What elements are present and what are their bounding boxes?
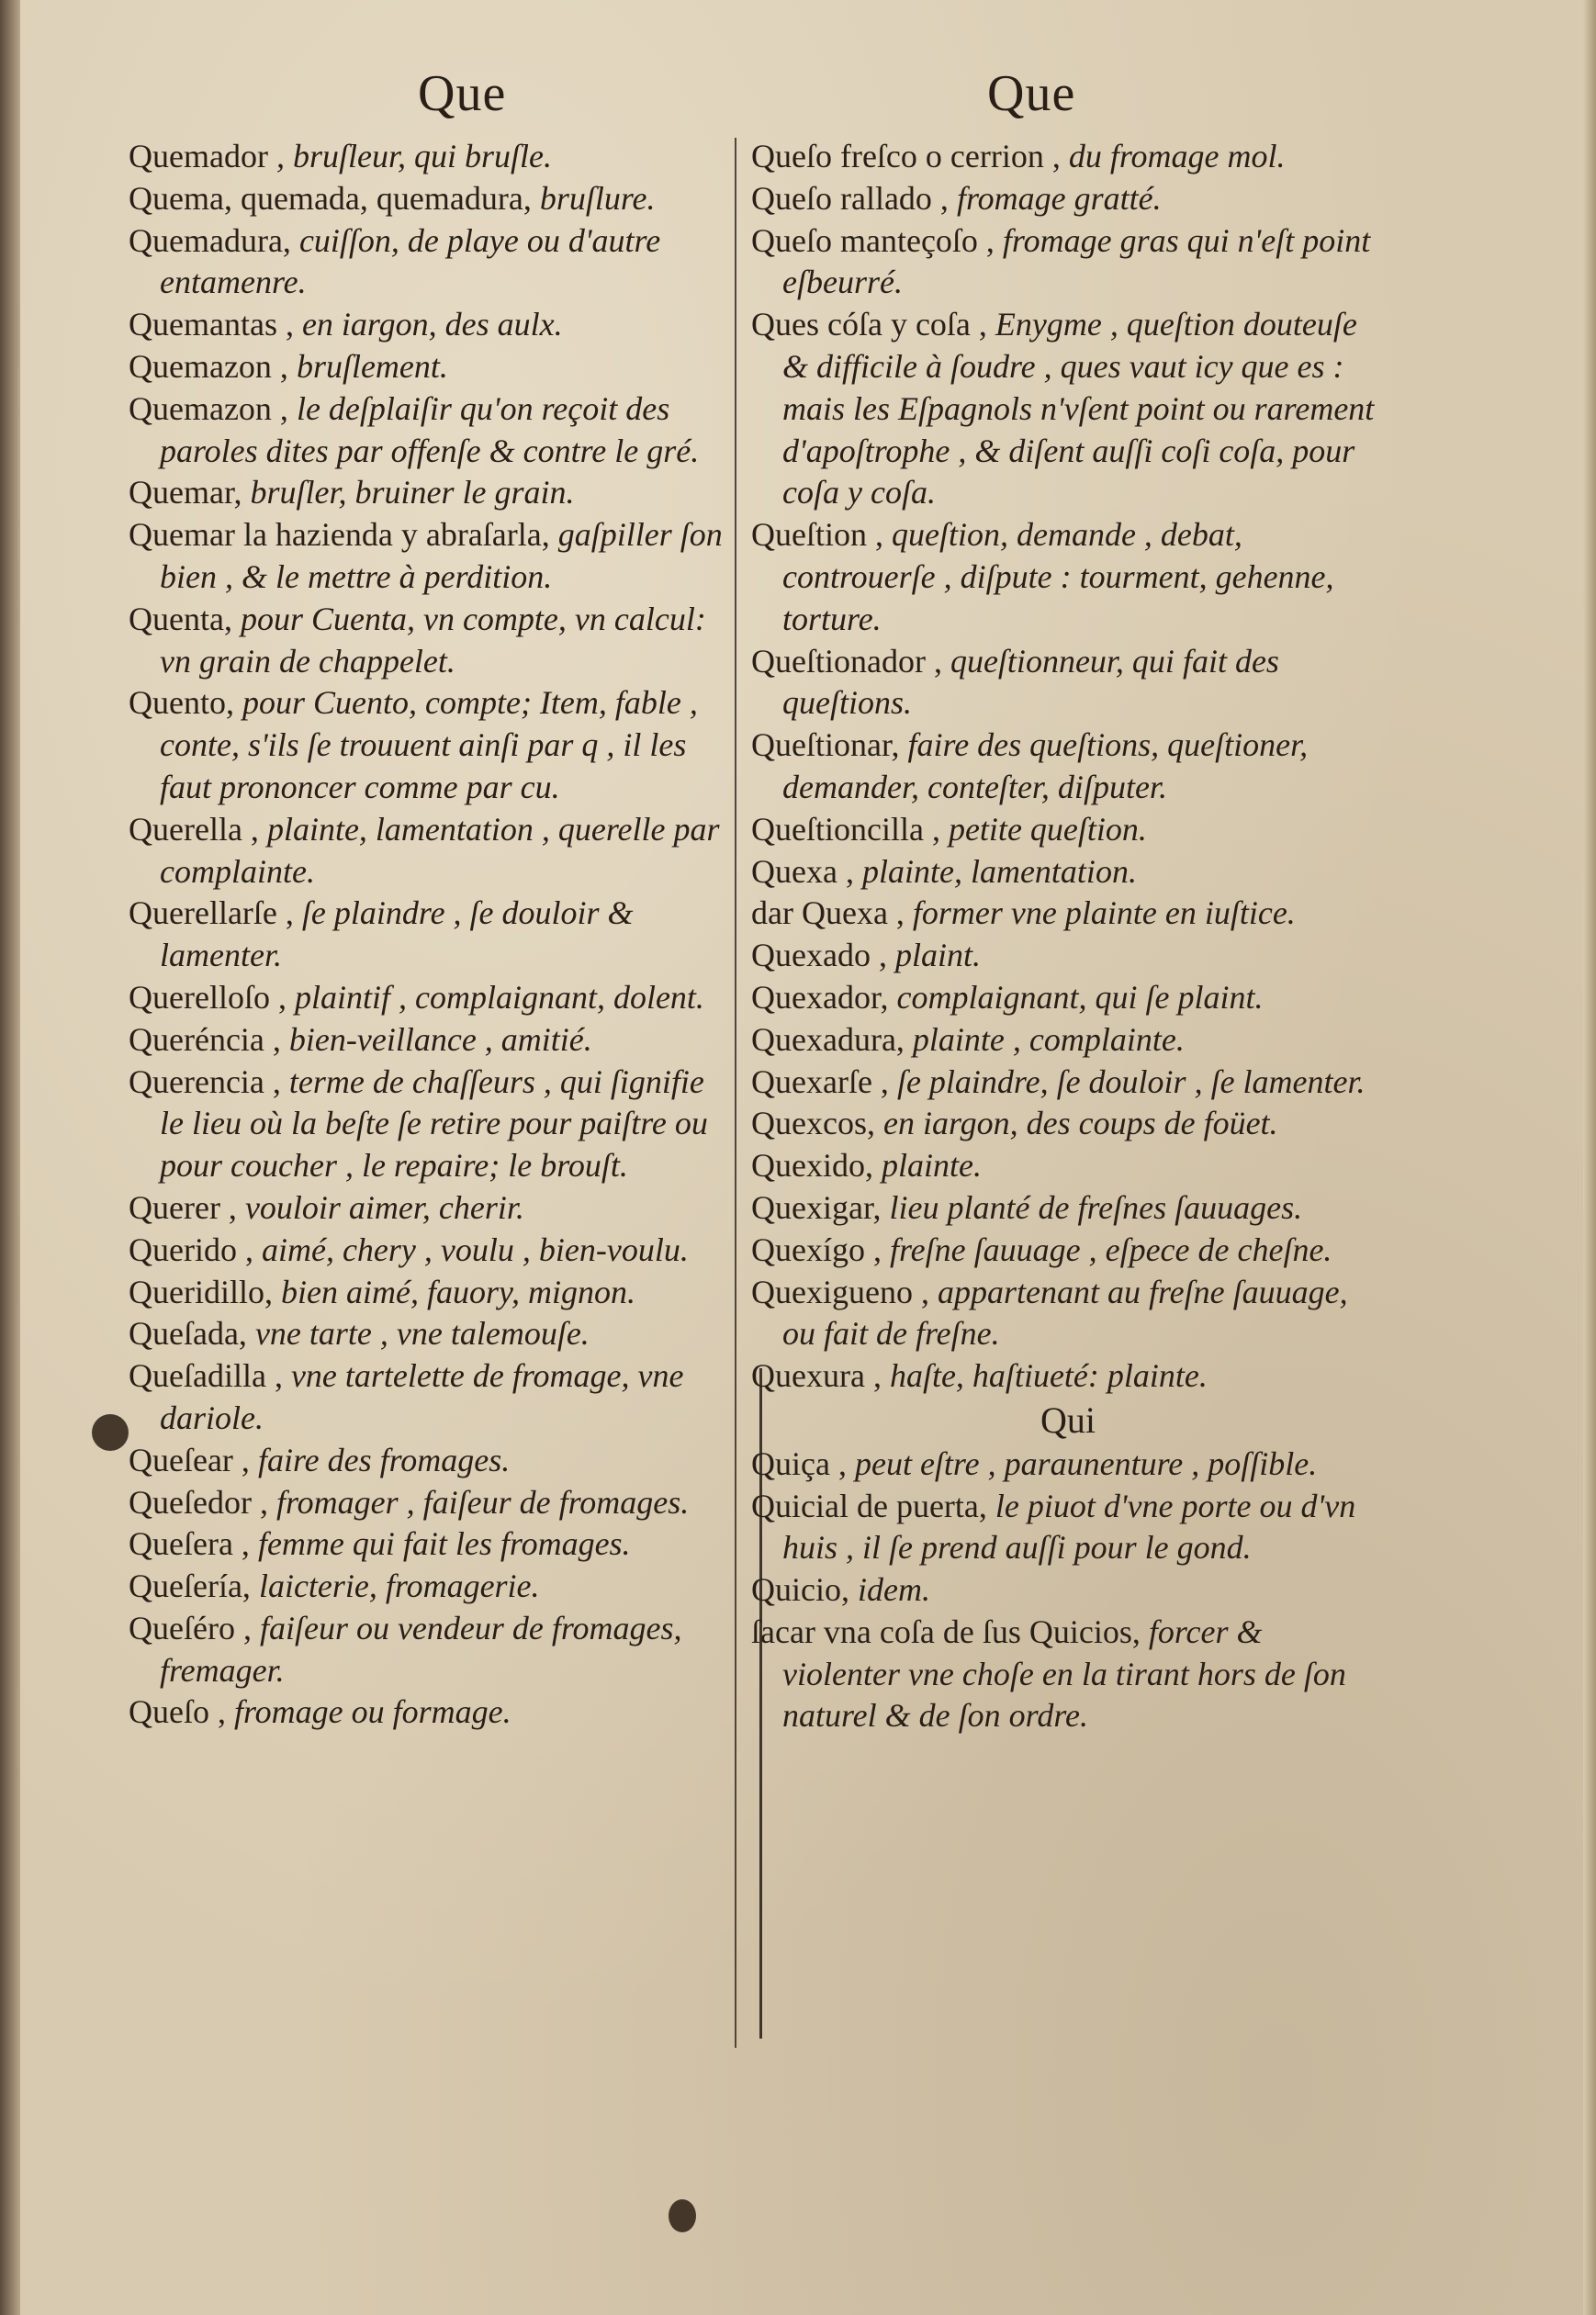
entry-definition: cuiſſon, de playe ou d'autre entamenre. xyxy=(160,221,661,301)
entry-definition: fromager , faiſeur de fromages. xyxy=(267,1483,690,1521)
entry-definition: lieu planté de freſnes ſauuages. xyxy=(881,1188,1303,1226)
entry-headword: Querella , xyxy=(129,810,259,848)
entry-headword: Queſería, xyxy=(129,1568,251,1605)
entry-definition: vne tarte , vne talemouſe. xyxy=(246,1315,590,1353)
dictionary-entry xyxy=(129,1440,730,1482)
entry-definition: plaintif , complaignant, dolent. xyxy=(286,978,704,1016)
entry-headword: Quemazon , xyxy=(129,389,288,427)
dictionary-entry xyxy=(129,1313,730,1355)
entry-headword: Querer , xyxy=(129,1188,237,1226)
ink-blot xyxy=(669,2199,696,2232)
dictionary-entry xyxy=(129,1062,730,1187)
entry-definition: gaſpiller ſon bien , & le mettre à perdition. xyxy=(160,516,723,595)
entry-definition: former vne plainte en iuſtice. xyxy=(904,894,1296,932)
entry-headword: Quema, quemada, quemadura, xyxy=(129,179,532,217)
entry-headword: ſacar vna coſa de ſus Quicios, xyxy=(751,1613,1141,1650)
dictionary-entry xyxy=(751,1612,1385,1737)
entry-definition: haſte, haſtiueté: plainte. xyxy=(881,1357,1208,1395)
dictionary-entry xyxy=(129,1691,730,1734)
dictionary-entry xyxy=(129,178,730,220)
entry-definition: le deſplaiſir qu'on reçoit des paroles dites par offenſe & contre le gré. xyxy=(160,389,700,469)
dictionary-entry xyxy=(751,1355,1385,1398)
dictionary-entry xyxy=(751,977,1385,1019)
entry-definition: bien-veillance , amitié. xyxy=(280,1020,592,1058)
dictionary-entry xyxy=(751,1486,1385,1570)
ink-blot xyxy=(92,1414,129,1451)
dictionary-entry xyxy=(751,1272,1385,1356)
entry-headword: Quexa , xyxy=(751,852,854,890)
dictionary-entry xyxy=(129,1482,730,1524)
entry-headword: Quexígo , xyxy=(751,1231,882,1268)
left-column xyxy=(129,136,730,1734)
entry-headword: Queſéro , xyxy=(129,1609,252,1646)
entry-headword: Quemazon , xyxy=(129,347,288,385)
entry-definition: petite queſtion. xyxy=(939,810,1147,848)
entry-headword: Queſera , xyxy=(129,1525,250,1563)
running-head-right: Que xyxy=(987,65,1076,122)
entry-definition: plaint. xyxy=(886,937,981,974)
dictionary-entry xyxy=(751,641,1385,725)
entry-headword: Quemantas , xyxy=(129,306,294,343)
entry-headword: Quexador, xyxy=(751,978,889,1016)
dictionary-entry xyxy=(129,388,730,473)
entry-headword: Quexadura, xyxy=(751,1020,905,1058)
entry-headword: Querido , xyxy=(129,1231,253,1268)
entry-definition: fromage gras qui n'eſt point eſbeurré. xyxy=(782,221,1371,301)
entry-headword: Queréncia , xyxy=(129,1020,281,1058)
entry-headword: Quexado , xyxy=(751,937,887,974)
dictionary-entry xyxy=(129,682,730,808)
dictionary-entry xyxy=(751,1019,1385,1062)
entry-definition: en iargon, des coups de foüet. xyxy=(874,1105,1278,1142)
right-column xyxy=(751,136,1385,1737)
entry-headword: Queridillo, xyxy=(129,1273,273,1310)
entry-definition: bruſlure. xyxy=(531,179,656,217)
dictionary-entry xyxy=(129,599,730,683)
dictionary-entry xyxy=(129,220,730,305)
entry-definition: appartenant au freſne ſauuage, ou fait de freſne. xyxy=(782,1273,1348,1353)
entry-headword: Quemador xyxy=(129,138,268,174)
entry-definition: plainte. xyxy=(872,1147,982,1185)
entry-headword: Querencia , xyxy=(129,1062,281,1100)
entry-definition: terme de chaſſeurs , qui ſignifie le lieu où la beſte ſe retire pour paiſtre ou pour coucher , le repaire; le brouſt. xyxy=(160,1062,708,1185)
dictionary-entry xyxy=(751,514,1385,640)
entry-headword: Queſada, xyxy=(129,1315,247,1353)
entry-definition: du fromage mol. xyxy=(1060,138,1286,174)
entry-headword: Queſtioncilla , xyxy=(751,810,940,848)
dictionary-entry xyxy=(751,935,1385,977)
entry-definition: femme qui fait les fromages. xyxy=(249,1525,631,1563)
dictionary-entry xyxy=(751,1062,1385,1104)
dictionary-entry xyxy=(129,1566,730,1608)
dictionary-entry xyxy=(751,304,1385,514)
dictionary-entry xyxy=(129,1230,730,1272)
section-heading: Qui xyxy=(1040,1399,1096,1441)
entry-headword: Quenta, xyxy=(129,600,232,637)
dictionary-entry xyxy=(751,136,1385,178)
dictionary-entry xyxy=(751,893,1385,935)
page-edge xyxy=(1583,0,1596,2315)
entry-definition: bien aimé, fauory, mignon. xyxy=(272,1273,635,1310)
dictionary-entry xyxy=(129,1355,730,1440)
entry-definition: forcer & violenter vne choſe en la tirant hors de ſon naturel & de ſon ordre. xyxy=(782,1613,1346,1735)
entry-definition: peut eſtre , paraunenture , poſſible. xyxy=(846,1444,1318,1482)
entry-definition: pour Cuenta, vn compte, vn calcul: vn grain de chappelet. xyxy=(160,600,706,680)
entry-headword: Queſedor , xyxy=(129,1483,268,1521)
entry-headword: Querelloſo , xyxy=(129,978,287,1016)
entry-headword: Queſtionar, xyxy=(751,726,900,764)
dictionary-entry xyxy=(751,851,1385,893)
dictionary-entry xyxy=(129,514,730,599)
dictionary-entry xyxy=(751,1569,1385,1612)
dictionary-entry xyxy=(751,725,1385,809)
entry-headword: Queſo rallado , xyxy=(751,179,949,217)
entry-headword: dar Quexa , xyxy=(751,894,905,932)
entry-headword: Quexarſe , xyxy=(751,1062,889,1100)
dictionary-entry xyxy=(751,178,1385,220)
dictionary-entry xyxy=(129,1187,730,1230)
entry-headword: Quexido, xyxy=(751,1147,873,1185)
entry-headword: Quexcos, xyxy=(751,1105,875,1142)
entry-headword: Quexura , xyxy=(751,1357,882,1395)
dictionary-entry xyxy=(129,893,730,977)
entry-definition: ſe plaindre , ſe douloir & lamenter. xyxy=(160,894,634,974)
binding-gutter xyxy=(0,0,20,2315)
entry-headword: Quicial de puerta, xyxy=(751,1487,987,1524)
entry-headword: Quexigar, xyxy=(751,1188,882,1226)
entry-definition: faiſeur ou vendeur de fromages, fremager. xyxy=(160,1609,682,1689)
entry-headword: Quiça , xyxy=(751,1444,847,1482)
entry-headword: Ques cóſa y coſa , xyxy=(751,306,987,343)
dictionary-entry xyxy=(751,1103,1385,1145)
entry-definition: Enygme , queſtion douteuſe & difficile à ſoudre , ques vaut icy que es : mais les Eſpagnols n'vſent point ou rarement d'apoſtrophe , & diſent auſſi coſi coſa, pour coſa y coſa. xyxy=(782,306,1375,511)
entry-headword: Quemadura, xyxy=(129,221,291,259)
entry-definition: queſtionneur, qui fait des queſtions. xyxy=(782,642,1279,722)
entry-headword: Quexigueno , xyxy=(751,1273,929,1310)
entry-definition: queſtion, demande , debat, controuerſe , diſpute : tourment, gehenne, torture. xyxy=(782,516,1334,637)
dictionary-entry xyxy=(129,1019,730,1062)
entry-headword: Quemar la hazienda y abraſarla, xyxy=(129,516,550,554)
entry-headword: Queſear , xyxy=(129,1441,250,1478)
dictionary-entry xyxy=(129,1523,730,1566)
entry-definition: bruſlement. xyxy=(287,347,448,385)
entry-definition: plainte , complainte. xyxy=(904,1020,1185,1058)
entry-definition: ſe plaindre, ſe douloir , ſe lamenter. xyxy=(888,1062,1366,1100)
dictionary-entry xyxy=(751,1145,1385,1187)
entry-headword: Querellarſe , xyxy=(129,894,294,932)
entry-definition: aimé, chery , voulu , bien-voulu. xyxy=(253,1231,689,1268)
entry-headword: Quicio, xyxy=(751,1571,849,1609)
dictionary-entry xyxy=(129,472,730,514)
entry-definition: plainte, lamentation. xyxy=(853,852,1137,890)
entry-definition: idem. xyxy=(849,1571,930,1609)
entry-definition: plainte, lamentation , querelle par complainte. xyxy=(160,810,720,890)
entry-headword: Quemar, xyxy=(129,474,242,511)
entry-definition: laicterie, fromagerie. xyxy=(250,1568,540,1605)
entry-headword: Queſo freſco o cerrion , xyxy=(751,138,1061,174)
entry-definition: faire des fromages. xyxy=(249,1441,511,1478)
entry-definition: faire des queſtions, queſtioner, demander, conteſter, diſputer. xyxy=(782,726,1309,805)
entry-definition: bruſler, bruiner le grain. xyxy=(242,474,575,511)
entry-definition: freſne ſauuage , eſpece de cheſne. xyxy=(881,1231,1332,1268)
dictionary-entry xyxy=(129,136,730,178)
dictionary-entry xyxy=(129,1272,730,1314)
dictionary-entry xyxy=(751,809,1385,851)
entry-definition: , bruſleur, qui bruſle. xyxy=(267,138,552,174)
dictionary-entry xyxy=(129,977,730,1019)
entry-definition: pour Cuento, compte; Item, fable , conte, s'ils ſe trouuent ainſi par q , il les faut prononcer comme par cu. xyxy=(160,684,698,805)
entry-definition: en iargon, des aulx. xyxy=(293,306,563,343)
dictionary-entry xyxy=(129,346,730,388)
entry-headword: Queſtionador , xyxy=(751,642,942,680)
entry-headword: Queſo , xyxy=(129,1693,226,1731)
entry-definition: fromage gratté. xyxy=(948,179,1162,217)
dictionary-entry xyxy=(129,1608,730,1692)
running-head-left: Que xyxy=(418,65,507,122)
entry-headword: Queſo manteçoſo , xyxy=(751,221,995,259)
entry-definition: complaignant, qui ſe plaint. xyxy=(888,978,1264,1016)
dictionary-entry xyxy=(751,1187,1385,1230)
entry-definition: le piuot d'vne porte ou d'vn huis , il ſe prend auſſi pour le gond. xyxy=(782,1487,1356,1567)
entry-headword: Quento, xyxy=(129,684,234,722)
entry-definition: fromage ou formage. xyxy=(225,1693,511,1731)
dictionary-entry xyxy=(129,304,730,346)
entry-definition: vouloir aimer, cherir. xyxy=(236,1188,524,1226)
column-divider xyxy=(735,138,736,2048)
entry-headword: Queſadilla , xyxy=(129,1357,283,1395)
entry-headword: Queſtion , xyxy=(751,516,883,554)
entry-definition: vne tartelette de fromage, vne dariole. xyxy=(160,1357,684,1436)
dictionary-entry xyxy=(129,809,730,893)
dictionary-entry xyxy=(751,1444,1385,1486)
dictionary-entry xyxy=(751,1230,1385,1272)
dictionary-entry xyxy=(751,220,1385,305)
